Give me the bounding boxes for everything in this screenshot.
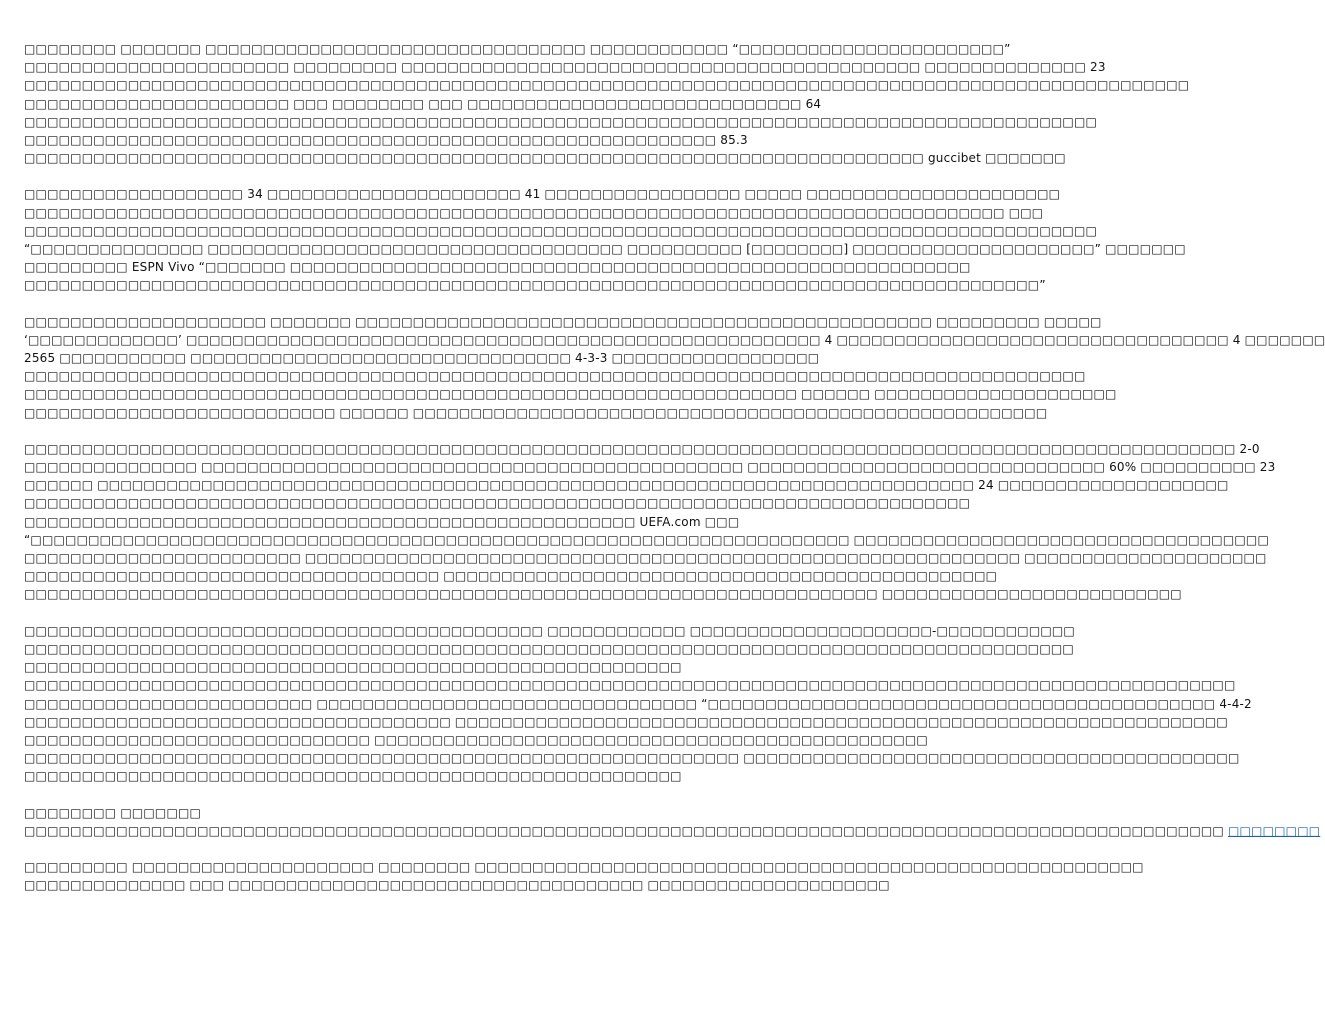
text-line: □□□□□□□□□□□□□□□□□□□□□□□□□□□□□□□□□□□□□□□□□□□□□□□□□□□□□□□□□□□□□□□□□□□□□□□□□□ □□□□□□□□□□□□□□□□□□□□□□□□□□ [24,587,1182,602]
text-line: □□□□□□□□□□□□□□□□□□□□□□□□ □□□□□□□□□□□□□□□□□□□□□□□□□□□□□□□□□□□□□□□□□□□□□□□□□□□□□□□□□□□□□□ □□□□□□□□□□□□□□□□□□□□□ [24,551,1267,566]
text-line: □□□□□□□□□ □□□□□□□□□□□□□□□□□□□□□ □□□□□□□□ □□□□□□□□□□□□□□□□□□□□□□□□□□□□□□□□□□□□□□□□□□□□□□□□□□□□□□□□□□ [24,859,1144,874]
text-line: □□□□□□□□□□□□□□□□□□□□□□□□□□□□□□□□□□□□□□□□□□□□□□□□□□□□□□□□□ [24,769,682,784]
text-line: □□□□□□□□□□□□□□□□□□□□□□□□□□□□□□□□□□□□□□□□□□□□□□□□□□□□□□□□□□□□□□□□□□□□□□□□□□□□□□ guccibet □□□□□□□ [24,151,1066,166]
text-line: □□□□□□□□□□□□□□□□□□□□□□□□□ □□□□□□□□□□□□□□□□□□□□□□□□□□□□□□□□□ “□□□□□□□□□□□□□□□□□□□□□□□□□□□□□□□□□□□□□□□□□□□□ 4-4-2 [24,696,1252,711]
text-line: □□□□□□□□□□□□□□□□□□□□□□□□□□□□□□□□□□□□□ □□□□□□□□□□□□□□□□□□□□□□□□□□□□□□□□□□□□□□□□□□□□□□□□□□□□□□□□□□□□□□□□□□□ [24,714,1228,729]
related-title: □□□□□□□□ □□□□□□□ [24,805,202,820]
paragraph-3 [24,313,1325,422]
text-line: “□□□□□□□□□□□□□□□□□□□□□□□□□□□□□□□□□□□□□□□□□□□□□□□□□□□□□□□□□□□□□□□□□□□□□□□ □□□□□□□□□□□□□□□□□□□□□□□□□□□□□□□□□□□□ [24,532,1269,547]
related-body: □□□□□□□□□□□□□□□□□□□□□□□□□□□□□□□□□□□□□□□□□□□□□□□□□□□□□□□□□□□□□□□□□□□□□□□□□□□□□□□□□□□□□□□□□□□□□□□□□□□□□□□□ [24,823,1228,838]
text-line: □□□□□□□□□□□□□□□□□□□□□□□□□□□ □□□□□□ □□□□□□□□□□□□□□□□□□□□□□□□□□□□□□□□□□□□□□□□□□□□□□□□□□□□□□□ [24,405,1048,420]
text-line: 2565 □□□□□□□□□□□ □□□□□□□□□□□□□□□□□□□□□□□□□□□□□□□□□ 4-3-3 □□□□□□□□□□□□□□□□□□ [24,351,820,366]
text-line: □□□□□□□□□□□□□□□□□□□□□□□□□□□□□□ □□□□□□□□□□□□□□□□□□□□□□□□□□□□□□□□□□□□□□□□□□□□□□□□ [24,732,928,747]
text-line: □□□□□□□□□□□□□□□□□□□ 34 □□□□□□□□□□□□□□□□□□□□□□ 41 □□□□□□□□□□□□□□□□□ □□□□□ □□□□□□□□□□□□□□□□□□□□□□ [24,187,1061,202]
text-line: □□□□□□□□□□□□□□□□□□□□□□□□□□□□□□□□□□□□□□□□□□□□□□□□□□□□□□□□□□□□□□□□□□□□□□□□□□□□□□□□□□□□□□□□□□□□□□□□□□□□□□□□□ 2-0 [24,441,1260,456]
text-line: □□□□□□□□□□□□□□□□□□□□□ □□□□□□□ □□□□□□□□□□□□□□□□□□□□□□□□□□□□□□□□□□□□□□□□□□□□□□□□□□ □□□□□□□□□ □□□□□ [24,314,1102,329]
text-line: □□□□□□□□□□□□□□□□□□□□□□□□□□□□□□□□□□□□□□□□□□□□□□□□□□□□□□□□□□□□ 85.3 [24,133,748,148]
paragraph-2 [24,185,1186,294]
text-line: □□□□□□□□□□□□□□□□□□□□□□□□□□□□□□□□□□□□□□□□□□□□□□□□□□□□□□□□□□□□□□□□□□□□□□□□□□□□□□□□□□□□□□□□□□□□□□□□□□□□□□□□□ [24,678,1236,693]
text-line: □□□□□□□□□□□□□□□□□□□□□□□□□□□□□□□□□□□□□□□□□□□□□□□□□□□□□□□□□□□□□□□□□□□□□□□□□□□□□□□□□□□□□□□□” [24,278,1046,293]
text-line: □□□□□□□□□□□□□□□□□□□□□□□□□□□□□□□□□□□□□□□□□□□□□□□□□□□□□□□□□ [24,660,682,675]
text-line: □□□□□□□□□□□□□□□□□□□□□□□□□□□□□□□□□□□□□□□□□□□□□□□□□□□□□□□□□□□□□□□□□□□□□□□□□□□□□□□□□□□□□□□□□□□□ [24,369,1086,384]
text-line: □□□□□□□□□□□□□□□□□□□□□□□ □□□ □□□□□□□□ □□□ □□□□□□□□□□□□□□□□□□□□□□□□□□□□□ 64 [24,96,822,111]
read-more-link[interactable]: □□□□□□□□ [1227,823,1321,838]
text-line: □□□□□□ □□□□□□□□□□□□□□□□□□□□□□□□□□□□□□□□□□□□□□□□□□□□□□□□□□□□□□□□□□□□□□□□□□□□□□□□□□□□ 24 □□□□□□□□□□□□□□□□□□□□ [24,478,1229,493]
text-line: □□□□□□□□□□□□□□□ □□□□□□□□□□□□□□□□□□□□□□□□□□□□□□□□□□□□□□□□□□□□□□□ □□□□□□□□□□□□□□□□□□□□□□□□□□□□□□□ 60% □□□□□□□□□□ 23 [24,460,1276,475]
text-line: □□□□□□□□□□□□□□□□□□□□□□□□□□□□□□□□□□□□□□□□□□□□□□□□□□□□□□□□□□□□□□□□□□□□□□□□□□□□□□□□□□ [24,496,971,511]
text-line: □□□□□□□□□□□□□□□□□□□□□□□□□□□□□□□□□□□□□□□□□□□□□□□□□□□□□ UEFA.com □□□ [24,514,740,529]
text-line: □□□□□□□□□□□□□□ □□□ □□□□□□□□□□□□□□□□□□□□□□□□□□□□□□□□□□□□ □□□□□□□□□□□□□□□□□□□□□ [24,878,890,893]
text-line: □□□□□□□□□□□□□□□□□□□□□□□□□□□□□□□□□□□□□□□□□□□□□□□□□□□□□□□□□□□□□□□□□□□□□□□□□□□□□□□□□□□□□□□□□□□□□□□□□□□□□ [24,78,1190,93]
text-line: □□□□□□□□□□□□□□□□□□□□□□□□□□□□□□□□□□□□□□□□□□□□□□□□□□□□□□□□□□□□□□□□□□□□□□□□□□□□□□□□□□□□□□□□□□□□□ [24,223,1098,238]
text-line: □□□□□□□□□□□□□□□□□□□□□□□□□□□□□□□□□□□□□□□□□□□□□□□□□□□□□□□□□□□□□□ □□□□□□□□□□□□□□□□□□□□□□□□□□□□□□□□□□□□□□□□□□□ [24,751,1240,766]
text-line: □□□□□□□□□□□□□□□□□□□□□□□□□□□□□□□□□□□□ □□□□□□□□□□□□□□□□□□□□□□□□□□□□□□□□□□□□□□□□□□□□□□□□ [24,569,998,584]
related-line [24,822,1321,840]
related-section [24,804,1321,840]
text-line: □□□□□□□□□□□□□□□□□□□□□□□□□□□□□□□□□□□□□□□□□□□□□□□□□□□□□□□□□□□□□□□□□□□□□□□□□□□□□□□□□□□□□□□□□□□ [24,641,1074,656]
text-line: “□□□□□□□□□□□□□□□ □□□□□□□□□□□□□□□□□□□□□□□□□□□□□□□□□□□□ □□□□□□□□□□ [□□□□□□□□] □□□□□□□□□□□□□□□□□□□□□” □□□□□□□ [24,242,1186,257]
text-line: □□□□□□□□□ ESPN Vivo “□□□□□□□ □□□□□□□□□□□□□□□□□□□□□□□□□□□□□□□□□□□□□□□□□□□□□□□□□□□□□□□□□□□ [24,260,971,275]
text-line: □□□□□□□□□□□□□□□□□□□□□□□□□□□□□□□□□□□□□□□□□□□□□□□□□□□□□□□□□□□□□□□□□□□ □□□□□□ □□□□□□□□□□□□□□□□□□□□□ [24,387,1117,402]
paragraph-4 [24,440,1276,604]
text-line: □□□□□□□□ □□□□□□□ □□□□□□□□□□□□□□□□□□□□□□□□□□□□□□□□□ □□□□□□□□□□□□ “□□□□□□□□□□□□□□□□□□□□□□□” [24,42,1011,56]
text-line: □□□□□□□□□□□□□□□□□□□□□□□□□□□□□□□□□□□□□□□□□□□□□□□□□□□□□□□□□□□□□□□□□□□□□□□□□□□□□□□□□□□□□□□□□□□□□ [24,114,1098,129]
footer-paragraph [24,858,1144,894]
text-line: □□□□□□□□□□□□□□□□□□□□□□□□□□□□□□□□□□□□□□□□□□□□□ □□□□□□□□□□□□ □□□□□□□□□□□□□□□□□□□□□-□□□□□□□□□□□□ [24,623,1075,638]
text-line: ‘□□□□□□□□□□□□□’ □□□□□□□□□□□□□□□□□□□□□□□□□□□□□□□□□□□□□□□□□□□□□□□□□□□□□□□ 4 □□□□□□□□□□□□□□□□□□□□□□□□□□□□□□□□□□ 4 □□□□□□□ [24,332,1325,347]
text-line: □□□□□□□□□□□□□□□□□□□□□□□□□□□□□□□□□□□□□□□□□□□□□□□□□□□□□□□□□□□□□□□□□□□□□□□□□□□□□□□□□□□□□ □□□ [24,205,1044,220]
paragraph-1 [24,40,1190,167]
text-line: □□□□□□□□□□□□□□□□□□□□□□□ □□□□□□□□□ □□□□□□□□□□□□□□□□□□□□□□□□□□□□□□□□□□□□□□□□□□□□□ □□□□□□□□□□□□□□ 23 [24,60,1106,75]
paragraph-5 [24,622,1252,786]
